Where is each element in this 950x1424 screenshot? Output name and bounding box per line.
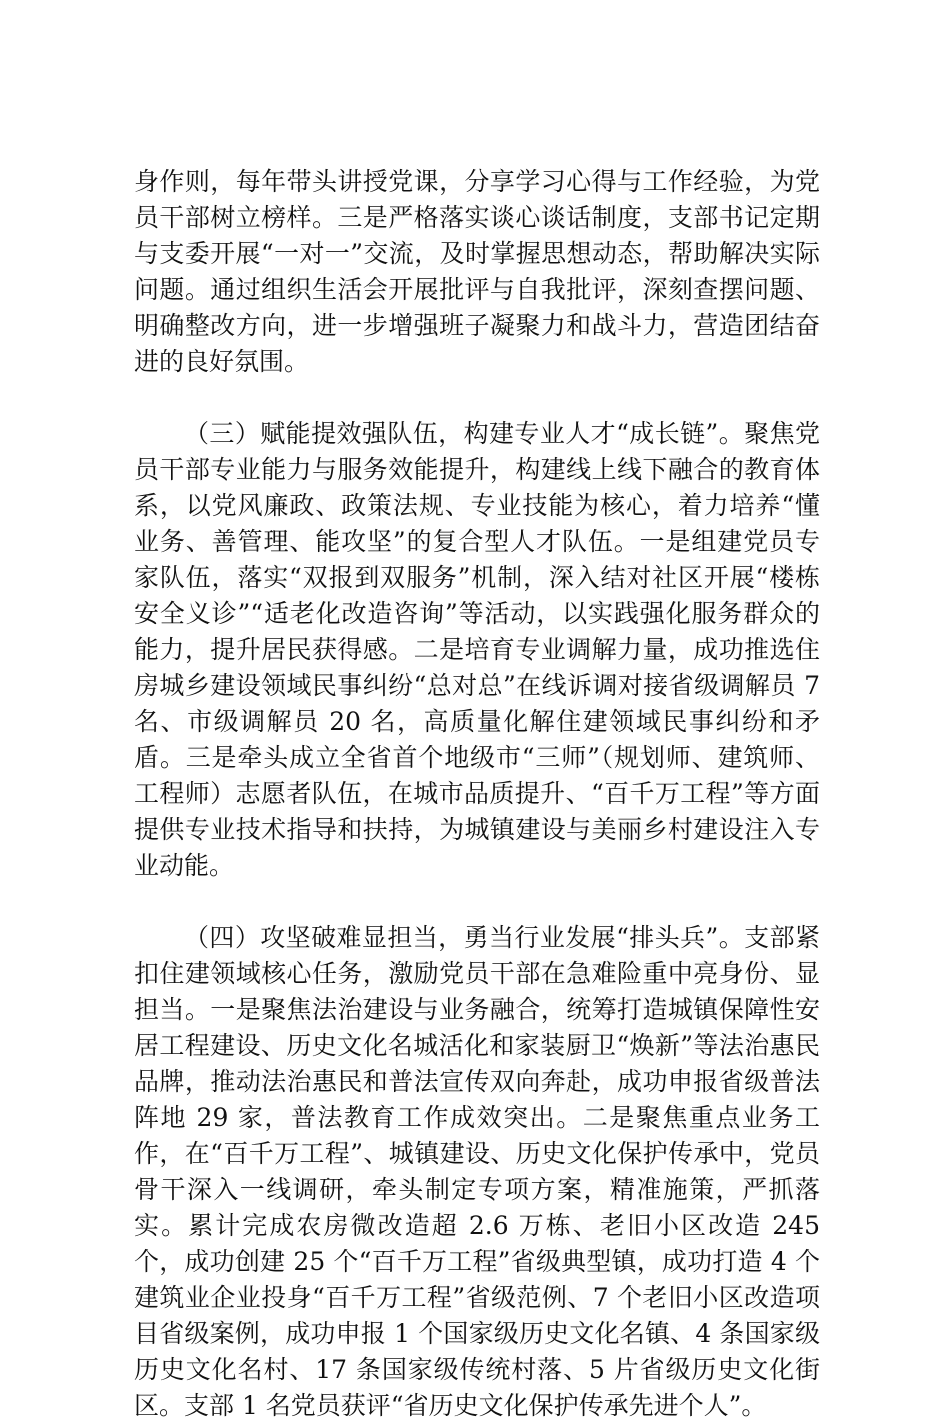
document-body: [134, 164, 820, 1424]
paragraph-section-four: （四）攻坚破难显担当，勇当行业发展“排头兵”。支部紧扣住建领域核心任务，激励党员干部在急难险重中亮身份、显担当。一是聚焦法治建设与业务融合，统筹打造城镇保障性安居工程建设、历史文化名城活化和家装厨卫“焕新”等法治惠民品牌，推动法治惠民和普法宣传双向奔赴，成功申报省级普法阵地 29 家，普法教育工作成效突出。二是聚焦重点业务工作，在“百千万工程”、城镇建设、历史文化保护传承中，党员骨干深入一线调研，牵头制定专项方案，精准施策，严抓落实。累计完成农房微改造超 2.6 万栋、老旧小区改造 245 个，成功创建 25 个“百千万工程”省级典型镇，成功打造 4 个建筑业企业投身“百千万工程”省级范例、7 个老旧小区改造项目省级案例，成功申报 1 个国家级历史文化名镇、4 条国家级历史文化名村、17 条国家级传统村落、5 片省级历史文化街区。支部 1 名党员获评“省历史文化保护传承先进个人”。: [134, 923, 820, 1420]
paragraph-section-three: （三）赋能提效强队伍，构建专业人才“成长链”。聚焦党员干部专业能力与服务效能提升，构建线上线下融合的教育体系，以党风廉政、政策法规、专业技能为核心，着力培养“懂业务、善管理、能攻坚”的复合型人才队伍。一是组建党员专家队伍，落实“双报到双服务”机制，深入结对社区开展“楼栋安全义诊”“适老化改造咨询”等活动，以实践强化服务群众的能力，提升居民获得感。二是培育专业调解力量，成功推选住房城乡建设领域民事纠纷“总对总”在线诉调对接省级调解员 7 名、市级调解员 20 名，高质量化解住建领域民事纠纷和矛盾。三是牵头成立全省首个地级市“三师”（规划师、建筑师、工程师）志愿者队伍，在城市品质提升、“百千万工程”等方面提供专业技术指导和扶持，为城镇建设与美丽乡村建设注入专业动能。: [134, 419, 820, 880]
paragraph-continuation: 身作则，每年带头讲授党课，分享学习心得与工作经验，为党员干部树立榜样。三是严格落实谈心谈话制度，支部书记定期与支委开展“一对一”交流，及时掌握思想动态，帮助解决实际问题。通过组织生活会开展批评与自我批评，深刻查摆问题、明确整改方向，进一步增强班子凝聚力和战斗力，营造团结奋进的良好氛围。: [134, 167, 820, 376]
